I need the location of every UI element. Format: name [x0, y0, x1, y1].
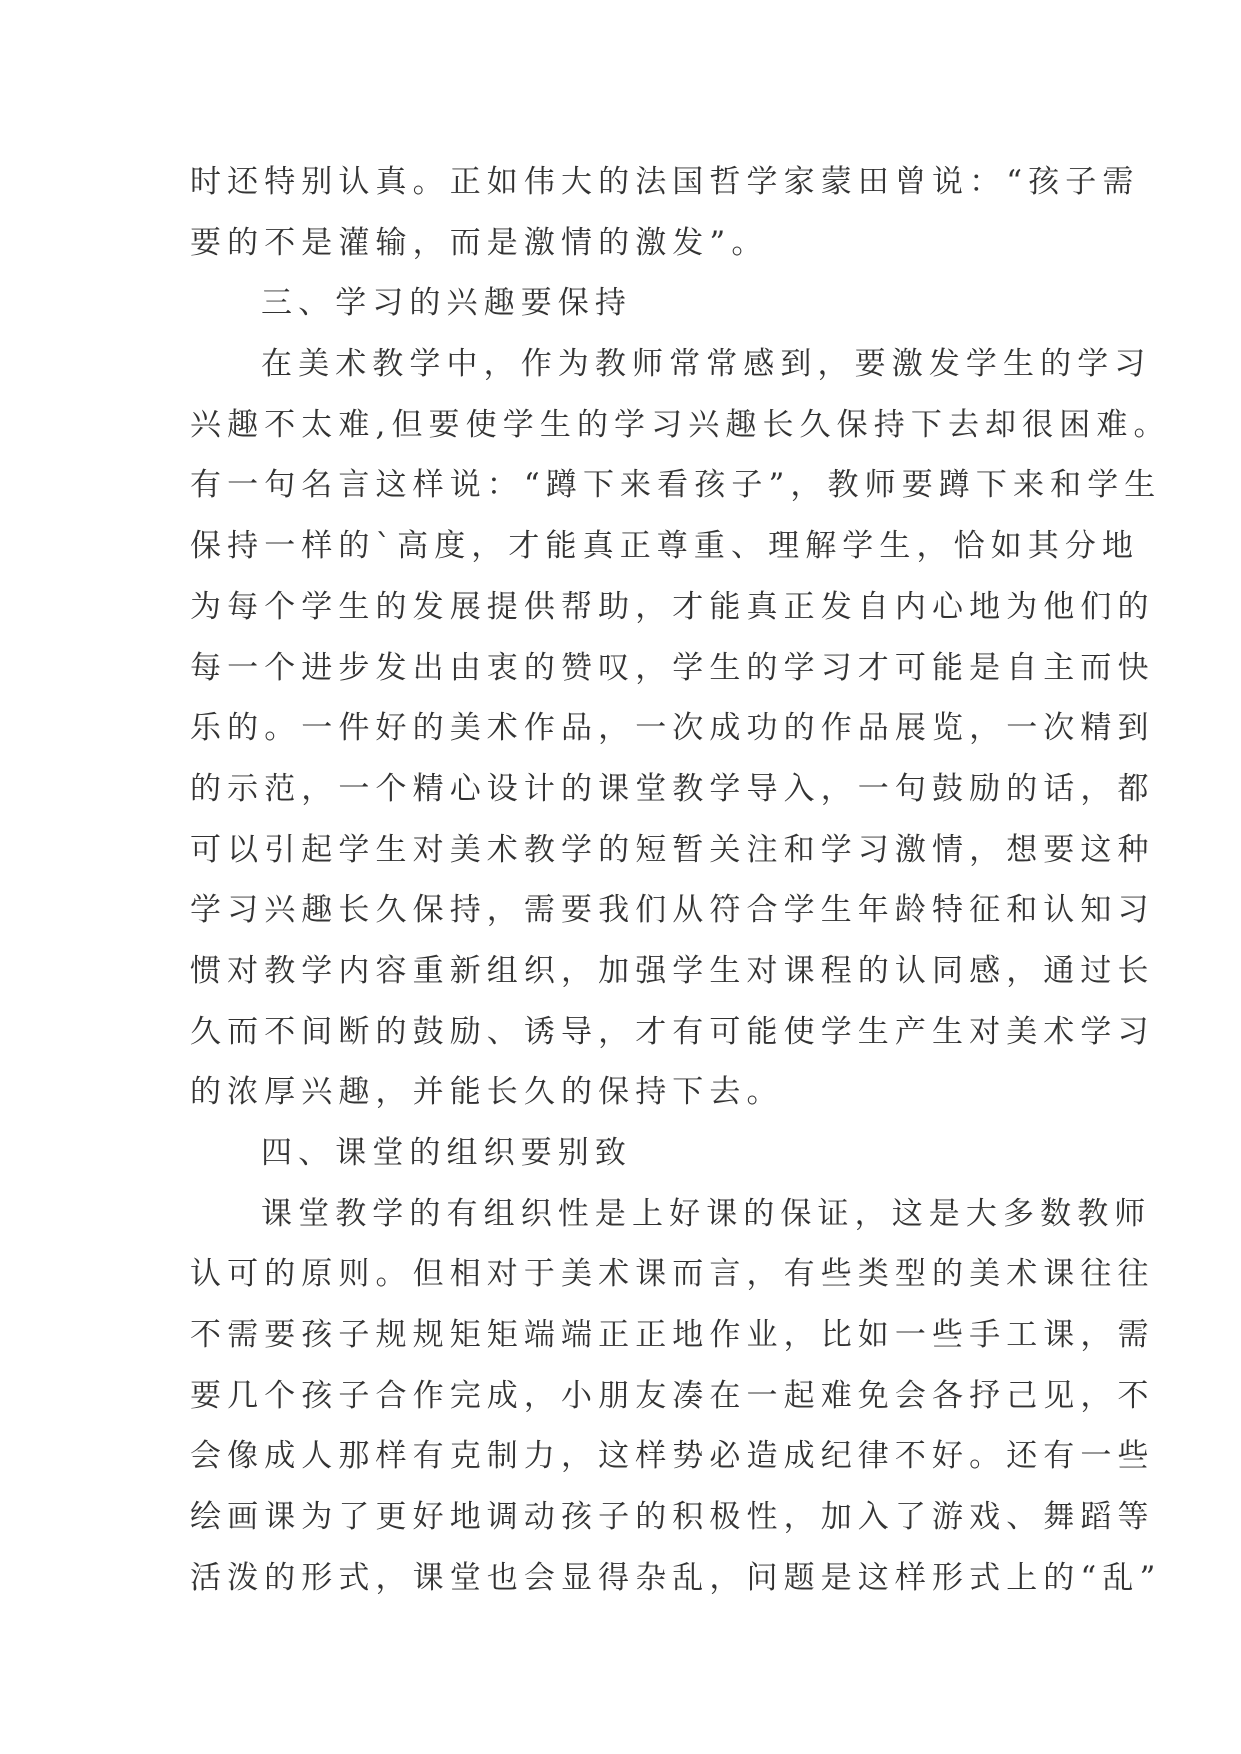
text-line: 要几个孩子合作完成，小朋友凑在一起难免会各抒己见，不: [190, 1377, 1155, 1414]
paragraph-first-line: 在美术教学中，作为教师常常感到，要激发学生的学习: [261, 346, 1152, 383]
body-text: [190, 152, 1171, 1609]
text-line: 保持一样的`高度，才能真正尊重、理解学生，恰如其分地: [190, 528, 1140, 565]
text-line: 绘画课为了更好地调动孩子的积极性，加入了游戏、舞蹈等: [190, 1499, 1155, 1536]
text-line: 的示范，一个精心设计的课堂教学导入，一句鼓励的话，都: [190, 770, 1155, 807]
section-heading: 三、学习的兴趣要保持: [261, 285, 632, 322]
text-line: 活泼的形式，课堂也会显得杂乱，问题是这样形式上的“乱”: [190, 1559, 1162, 1596]
text-line: 每一个进步发出由衷的赞叹，学生的学习才可能是自主而快: [190, 649, 1155, 686]
text-line: 乐的。一件好的美术作品，一次成功的作品展览，一次精到: [190, 710, 1155, 747]
section-heading: 四、课堂的组织要别致: [261, 1135, 632, 1171]
text-line: 为每个学生的发展提供帮助，才能真正发自内心地为他们的: [190, 588, 1155, 625]
text-line: 有一句名言这样说：“蹲下来看孩子”，教师要蹲下来和学生: [190, 467, 1162, 504]
text-line: 学习兴趣长久保持，需要我们从符合学生年龄特征和认知习: [190, 892, 1155, 929]
text-line: 认可的原则。但相对于美术课而言，有些类型的美术课往往: [190, 1256, 1155, 1293]
text-line: 不需要孩子规规矩矩端端正正地作业，比如一些手工课，需: [190, 1317, 1155, 1354]
text-line: 可以引起学生对美术教学的短暂关注和学习激情，想要这种: [190, 831, 1155, 868]
text-line: 久而不间断的鼓励、诱导，才有可能使学生产生对美术学习: [190, 1013, 1155, 1050]
text-line: 时还特别认真。正如伟大的法国哲学家蒙田曾说：“孩子需: [190, 164, 1140, 200]
text-line: 兴趣不太难,但要使学生的学习兴趣长久保持下去却很困难。: [190, 406, 1171, 443]
text-line: 的浓厚兴趣，并能长久的保持下去。: [190, 1074, 784, 1111]
text-line: 会像成人那样有克制力，这样势必造成纪律不好。还有一些: [190, 1438, 1155, 1475]
text-line: 惯对教学内容重新组织，加强学生对课程的认同感，通过长: [190, 952, 1155, 989]
paragraph-first-line: 课堂教学的有组织性是上好课的保证，这是大多数教师: [261, 1195, 1152, 1232]
text-line: 要的不是灌输，而是激情的激发”。: [190, 224, 769, 261]
